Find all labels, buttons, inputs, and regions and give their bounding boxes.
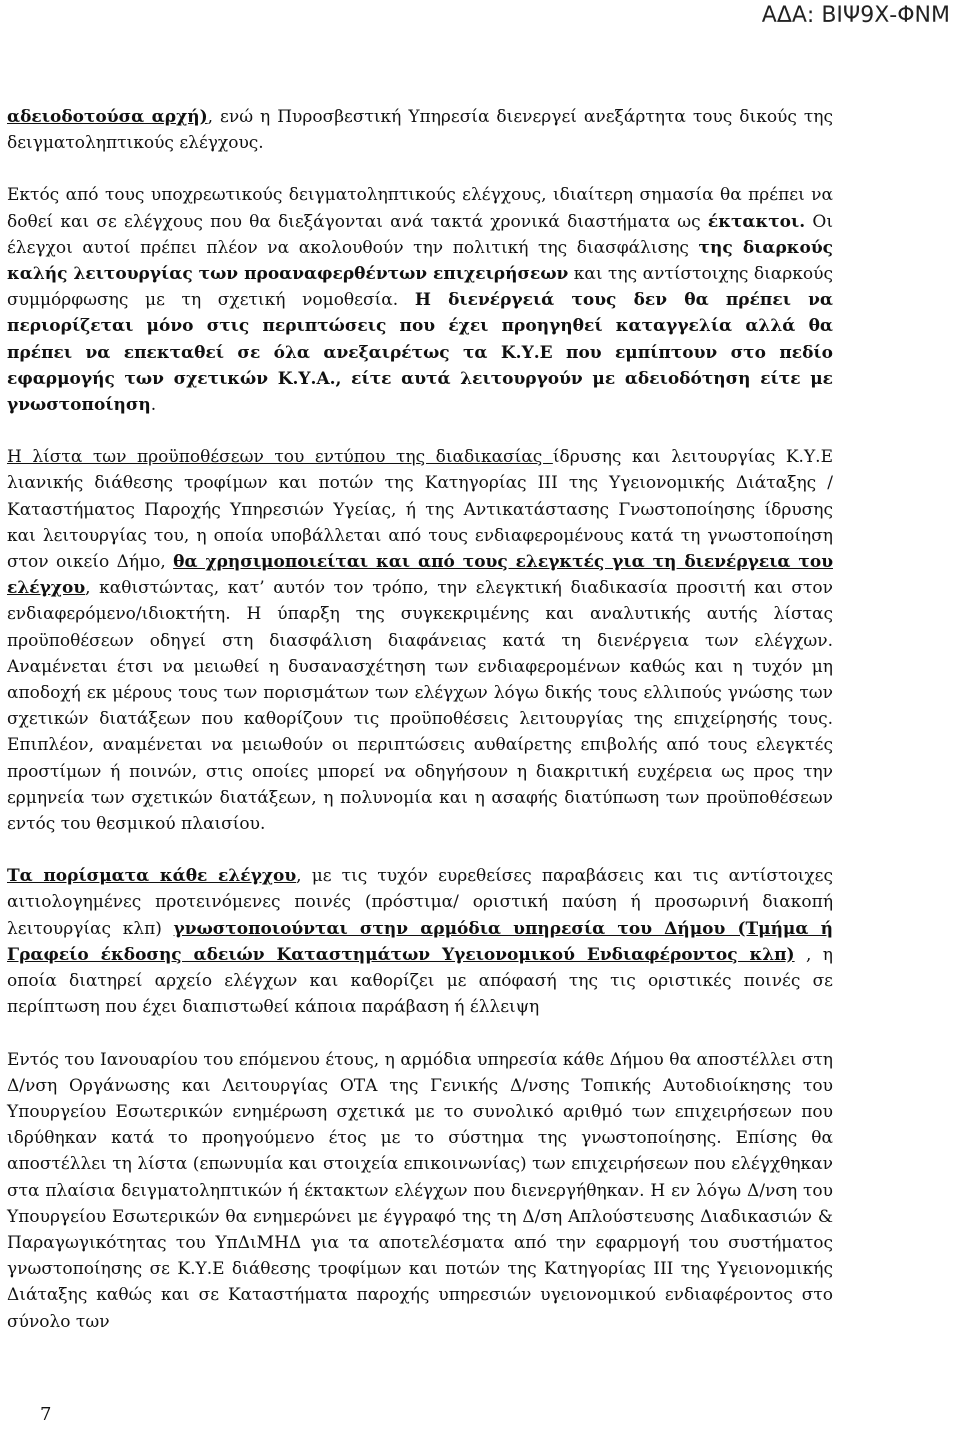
p1-emphasis: αδειοδοτούσα αρχή) bbox=[7, 107, 208, 127]
p3-emphasis-c: θα χρησιμοποιείται και από τους ελεγκτές για τη διενέργεια του ελέγχου bbox=[7, 552, 833, 599]
p2-bold-b: έκτακτοι. bbox=[707, 211, 806, 232]
p2-bold-f: Η διενέργειά τους δεν θα πρέπει να περιορίζεται μόνο στις περιπτώσεις που έχει προηγηθεί καταγγελία αλλά θα πρέπει να επεκταθεί σε όλα ανεξαιρέτως τα Κ.Υ.Ε που εμπίπτουν στο πεδίο εφαρμογής των σχετικών Κ.Υ.Α., είτε αυτά λειτουργούν με αδειοδότηση είτε με γνωστοποίηση bbox=[7, 290, 833, 416]
paragraph-3 bbox=[7, 444, 833, 837]
paragraph-1 bbox=[7, 104, 833, 156]
paragraph-2 bbox=[7, 182, 833, 418]
p3-underlined-a: Η λίστα των προϋποθέσεων του εντύπου της διαδικασίας bbox=[7, 447, 553, 468]
p1-text: , ενώ η Πυροσβεστική Υπηρεσία διενεργεί ανεξάρτητα τους δικούς της δειγματοληπτικούς ελέγχους. bbox=[7, 107, 834, 154]
document-body bbox=[7, 104, 833, 1335]
p4-text-b: , με τις τυχόν ευρεθείσες παραβάσεις και τις αντίστοιχες αιτιολογημένες προτεινόμενες ποινές (πρόστιμα/ οριστική παύση ή προσωρινή διακοπή λειτουργίας κλπ) bbox=[7, 866, 834, 939]
ada-code: ΑΔΑ: ΒΙΨ9Χ-ΦΝΜ bbox=[761, 3, 950, 28]
p2-bold-d: της διαρκούς καλής λειτουργίας των προαναφερθέντων επιχειρήσεων bbox=[7, 237, 833, 285]
p3-text-d: , καθιστώντας, κατ’ αυτόν τον τρόπο, την ελεγκτική διαδικασία προσιτή και στον ενδιαφερόμενο/ιδιοκτήτη. Η ύπαρξη της συγκεκριμένης και αναλυτικής αυτής λίστας προϋποθέσεων οδηγεί στη διασφάλιση διαφάνειας κατά τη διενέργεια των ελέγχων. Αναμένεται έτσι να μειωθεί η δυσανασχέτηση των ενδιαφερομένων καθώς και η τυχόν μη αποδοχή εκ μέρους τους των πορισμάτων των ελέγχων λόγω δικής τους ελλιπούς γνώσης των σχετικών διατάξεων που καθορίζουν τις προϋποθέσεις λειτουργίας της επιχείρησής τους. Επιπλέον, αναμένεται να μειωθούν οι περιπτώσεις αυθαίρετης επιβολής από τους ελεγκτές προστίμων ή ποινών, στις οποίες μπορεί να οδηγήσουν η διακριτική ευχέρεια ως προς την ερμηνεία των σχετικών διατάξεων, η πολυνομία και η ασαφής διατύπωση των προϋποθέσεων εντός του θεσμικού πλαισίου. bbox=[7, 578, 833, 835]
p4-text-d: , η οποία διατηρεί αρχείο ελέγχων και καθορίζει με απόφασή της τις οριστικές ποινές σε περίπτωση που έχει διαπιστωθεί κάποια παράβαση ή έλλειψη bbox=[7, 944, 833, 1018]
paragraph-5 bbox=[7, 1047, 833, 1335]
page-number: 7 bbox=[40, 1404, 52, 1425]
p4-emphasis-a: Τα πορίσματα κάθε ελέγχου bbox=[7, 866, 297, 887]
p2-text-c: Οι έλεγχοι αυτοί πρέπει πλέον να ακολουθούν την πολιτική της διασφάλισης bbox=[7, 211, 833, 258]
p2-text-e: και της αντίστοιχης διαρκούς συμμόρφωσης με τη σχετική νομοθεσία. bbox=[7, 264, 833, 311]
p5-text: Εντός του Ιανουαρίου του επόμενου έτους, η αρμόδια υπηρεσία κάθε Δήμου θα αποστέλλει στη Δ/νση Οργάνωσης και Λειτουργίας ΟΤΑ της Γενικής Δ/νσης Τοπικής Αυτοδιοίκησης του Υπουργείου Εσωτερικών ενημέρωση σχετικά με το συνολικό αριθμό των επιχειρήσεων που ιδρύθηκαν κατά το προηγούμενο έτος με το σύστημα της γνωστοποίησης. Επίσης θα αποστέλλει τη λίστα (επωνυμία και στοιχεία επικοινωνίας) των επιχειρήσεων που ελέγχθηκαν στα πλαίσια δειγματοληπτικών ή έκτακτων ελέγχων που διενεργήθηκαν. Η εν λόγω Δ/νση του Υπουργείου Εσωτερικών θα ενημερώνει με έγγραφό της τη Δ/ση Απλούστευσης Διαδικασιών & Παραγωγικότητας του ΥπΔιΜΗΔ για τα αποτελέσματα από την εφαρμογή του συστήματος γνωστοποίησης σε Κ.Υ.Ε διάθεσης τροφίμων και ποτών της Κατηγορίας ΙΙΙ της Υγειονομικής Διάταξης καθώς και σε Καταστήματα παροχής υπηρεσιών υγειονομικού ενδιαφέροντος στο σύνολο των bbox=[7, 1049, 833, 1332]
p4-emphasis-c: γνωστοποιούνται στην αρμόδια υπηρεσία του Δήμου (Τμήμα ή Γραφείο έκδοσης αδειών Καταστημάτων Υγειονομικού Ενδιαφέροντος κλπ) bbox=[7, 918, 833, 965]
p2-text-g: . bbox=[150, 395, 157, 416]
paragraph-4 bbox=[7, 863, 833, 1020]
p2-text-a: Εκτός από τους υποχρεωτικούς δειγματοληπτικούς ελέγχους, ιδιαίτερη σημασία θα πρέπει να δοθεί και σε ελέγχους που θα διεξάγονται ανά τακτά χρονικά διαστήματα ως bbox=[7, 185, 833, 232]
p3-text-b: ίδρυσης και λειτουργίας Κ.Υ.Ε λιανικής διάθεσης τροφίμων και ποτών της Κατηγορίας ΙΙΙ της Υγειονομικής Διάταξης / Καταστήματος Παροχής Υπηρεσιών Υγείας, ή της Αντικατάστασης Γνωστοποίησης ίδρυσης και λειτουργίας του, η οποία υποβάλλεται από τους ενδιαφερομένους κατά τη γνωστοποίηση στον οικείο Δήμο, bbox=[7, 447, 833, 573]
